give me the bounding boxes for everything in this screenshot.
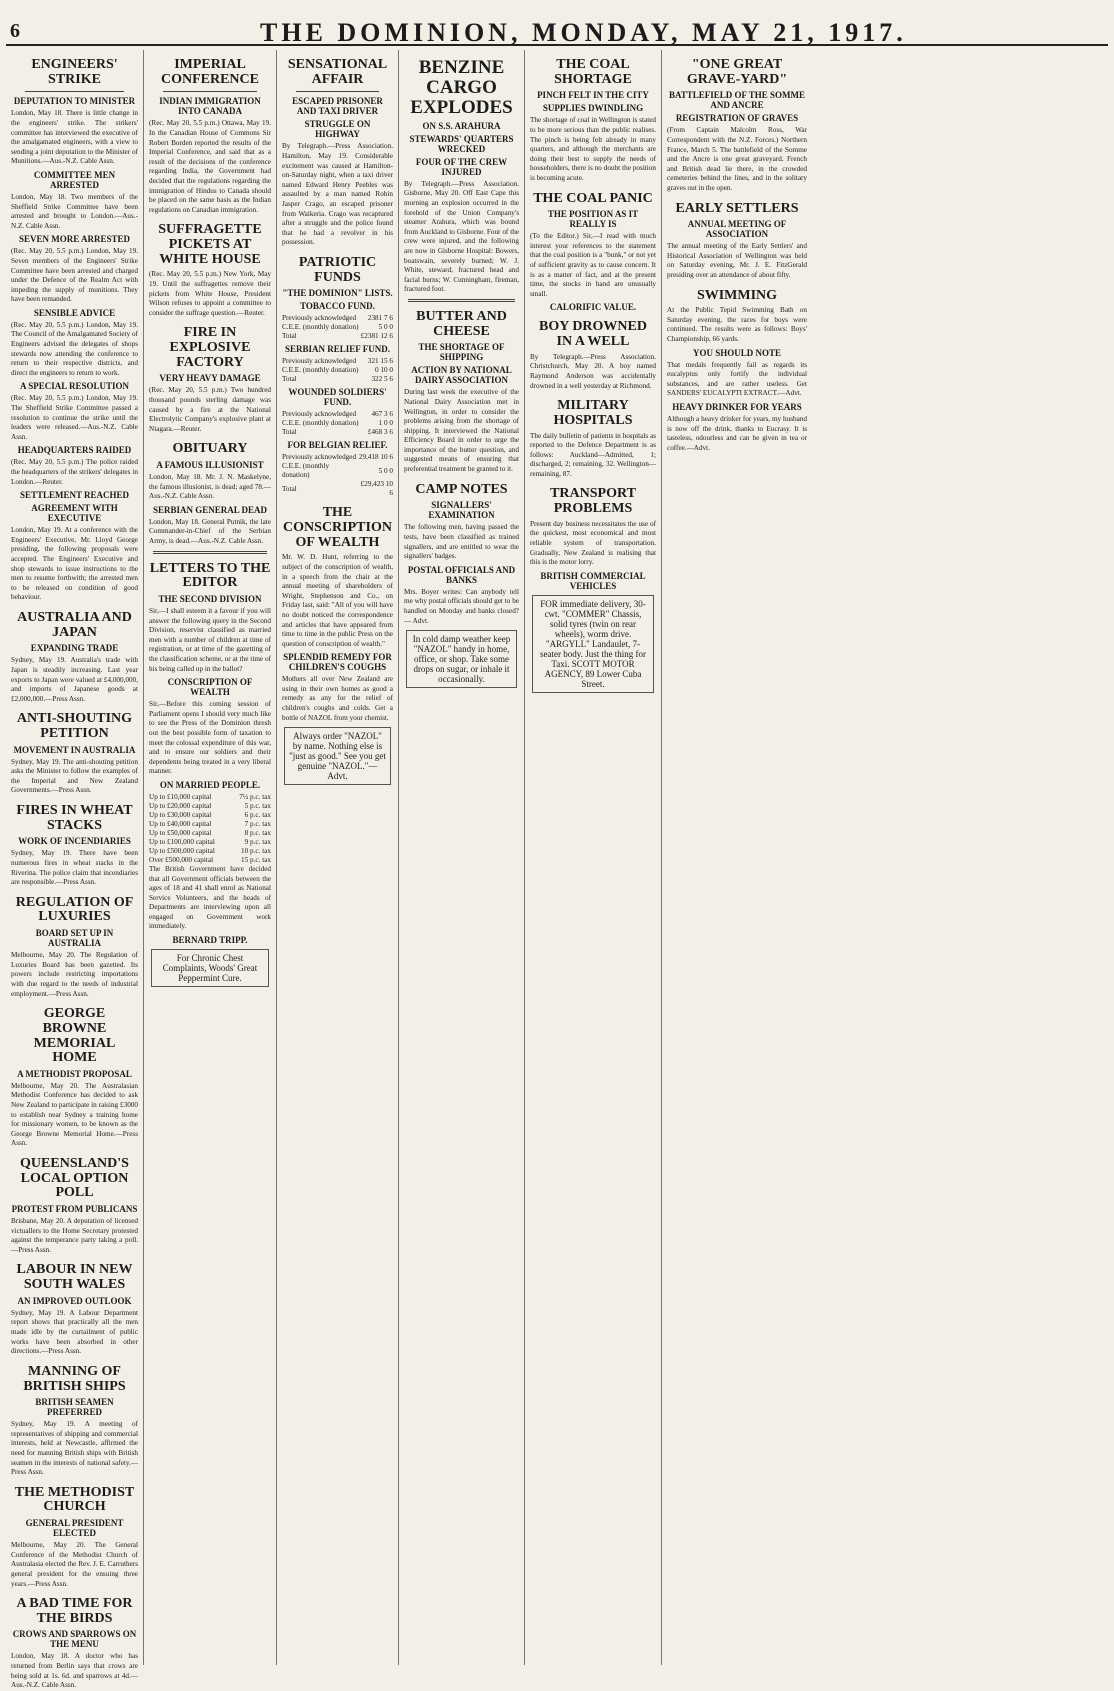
column-4 xyxy=(398,50,524,1665)
subheadline: BOARD SET UP IN AUSTRALIA xyxy=(35,928,114,949)
article-text: The following men, having passed the tests, have been classified as trained signallers, and are entitled to wear the signallers' badges. xyxy=(404,523,519,561)
article-text: Sydney, May 19. There have been numerous fires in wheat stacks in the Riverina. The police claim that incendiaries are responsible.—Press Assn. xyxy=(11,849,138,887)
double-rule xyxy=(408,299,515,302)
subheadline: VERY HEAVY DAMAGE xyxy=(159,373,261,384)
subheadline: MOVEMENT IN AUSTRALIA xyxy=(13,744,136,755)
headline-coal-shortage: THE COAL SHORTAGE xyxy=(554,57,632,87)
subheadline: SPLENDID REMEDY FOR CHILDREN'S COUGHS xyxy=(283,652,392,673)
table-row: Over £500,000 capital 15 p.c. tax xyxy=(149,855,271,864)
table-row: Total 322 5 6 xyxy=(282,375,393,384)
article-text: London, May 19. At a conference with the Engineers' Executive, Mr. Lloyd George presiding, the following proposals were accepted. The Engineers' Executive and shop stewards to issue instructions to the men to resume forthwith; the arrested men to be released on condition of good behaviour. xyxy=(11,526,138,602)
article-text: That medals frequently fail as regards its eucalyptus only fortify the individual substances, and are rather useless. Get SANDERS' EUCALYPTI EXTRACT.—Advt. xyxy=(667,360,807,398)
subheadline: YOU SHOULD NOTE xyxy=(692,347,781,358)
advertisement xyxy=(284,727,391,785)
headline-boy-drowned: BOY DROWNED IN A WELL xyxy=(539,319,647,350)
headline-camp-notes: CAMP NOTES xyxy=(415,481,508,497)
headline-military-hospitals: MILITARY HOSPITALS xyxy=(553,398,633,428)
advertisement xyxy=(532,595,654,693)
subheadline: AN IMPROVED OUTLOOK xyxy=(17,1295,132,1306)
headline-letters: LETTERS TO THE EDITOR xyxy=(149,560,271,591)
article-text: Melbourne, May 20. The Australasian Methodist Conference has decided to ask New Zealand to participate in raising £3000 to establish near Sydney a training home for missionary women, to be known as the George Browne Memorial Home.—Press Assn. xyxy=(11,1081,138,1148)
subheadline: INDIAN IMMIGRATION INTO CANADA xyxy=(159,96,261,117)
fund-table xyxy=(282,453,393,498)
headline: AUSTRALIA AND JAPAN xyxy=(17,609,132,640)
subheadline: SENSIBLE ADVICE xyxy=(33,307,116,318)
fund-title: TOBACCO FUND. xyxy=(300,301,375,312)
subheadline: HEAVY DRINKER FOR YEARS xyxy=(672,402,802,413)
subheadline: STRUGGLE ON HIGHWAY xyxy=(304,119,371,140)
rule xyxy=(163,91,257,92)
subheadline: PINCH FELT IN THE CITY xyxy=(537,90,649,101)
subheadline: DEPUTATION TO MINISTER xyxy=(13,96,136,107)
article-text: The daily bulletin of patients in hospitals as reported to the Defence Department is as follows: Auckland—Admitted, 1; discharged, 2; remaining, 32. Wellington—remaining, 87. xyxy=(530,431,656,478)
tax-table xyxy=(149,793,271,865)
table-row: Previously acknowledged 321 15 6 xyxy=(282,357,393,366)
subheadline: THE SHORTAGE OF SHIPPING xyxy=(418,342,505,363)
article-text: The British Government have decided that all Government officials between the ages of 18 and 41 shall enrol as National Service Volunteers, and the heads of Departments are interviewing upon all engaged on Government work immediately. xyxy=(149,864,271,931)
article-text: Brisbane, May 20. A deputation of licensed victuallers to the Home Secretary protested against the temperance party taking a poll.—Press Assn. xyxy=(11,1217,138,1254)
advertisement xyxy=(151,949,269,987)
headline-butter-and-cheese: BUTTER AND CHEESE xyxy=(416,308,507,339)
article-text: (Rec. May 20, 5.5 p.m.) Two hundred thousand pounds sterling damage was caused by a fire at the National Electrolytic Company's explosive plant at Niagara.—Reuter. xyxy=(149,386,271,433)
table-row: Previously acknowledged 29,418 10 6 xyxy=(282,453,393,462)
article-text: (Rec. May 20, 5.5 p.m.) New York, May 19. Until the suffragettes remove their pickets from White House, President Wilson refuses to appoint a committee to consider the suffrage question.—Reuter. xyxy=(149,270,271,317)
article-text: Sir,—Before this coming session of Parliament opens I should very much like to see the Press of the Dominion thresh out the best possible form of taxation to meet the colossal expenditure of this war, and to ensure our soldiers and their dependents being treated in a very liberal manner. xyxy=(149,700,271,776)
article-text: Melbourne, May 20. The General Conference of the Methodist Church of Australasia elected the Rev. J. E. Carruthers general president for the ensuing three years.—Press Assn. xyxy=(11,1541,138,1588)
headline-benzine-cargo: BENZINE CARGO EXPLODES xyxy=(410,57,513,118)
headline-one-great-graveyard: "ONE GREAT GRAVE-YARD" xyxy=(686,57,788,87)
table-row: C.E.E. (monthly donation) 1 0 0 xyxy=(282,419,393,428)
subheadline: ESCAPED PRISONER AND TAXI DRIVER xyxy=(292,96,383,117)
subheadline: STEWARDS' QUARTERS WRECKED xyxy=(409,133,514,154)
subheadline: GENERAL PRESIDENT ELECTED xyxy=(25,1518,124,1539)
table-row: Total £29,423 10 6 xyxy=(282,480,393,498)
signature: BERNARD TRIPP. xyxy=(172,935,248,946)
subheadline: ANNUAL MEETING OF ASSOCIATION xyxy=(687,219,787,240)
article-text: By Telegraph.—Press Association. Christchurch, May 20. A boy named Raymond Anderson was accidentally drowned in a well yesterday at Richmond. xyxy=(530,352,656,390)
article-text: Mrs. Boyer writes: Can anybody tell me why postal officials should get to be handled on Monday and banks closed? — Advt. xyxy=(404,587,519,625)
ad-text: Always order "NAZOL" by name. Nothing else is "just as good." See you get genuine "NAZOL."—Advt. xyxy=(289,731,386,782)
subheadline: "THE DOMINION" LISTS. xyxy=(282,288,393,299)
article-text: London, May 18. Mr. J. N. Maskelyne, the famous illusionist, is dead; aged 78.—Aus.-N.Z. Cable Assn. xyxy=(149,473,271,501)
table-row: C.E.E. (monthly donation) 5 0 0 xyxy=(282,323,393,332)
article-text: Mothers all over New Zealand are using in their own homes as good a remedy as any for the relief of children's coughs and colds. Get a bottle of NAZOL from your chemist. xyxy=(282,675,393,722)
table-row: Previously acknowledged 467 3 6 xyxy=(282,410,393,419)
headline-conscription-of-wealth: THE CONSCRIPTION OF WEALTH xyxy=(283,505,392,550)
table-row: C.E.E. (monthly donation) 5 0 0 xyxy=(282,462,393,480)
headline-engineers-strike: ENGINEERS' STRIKE xyxy=(31,57,118,87)
article-text: Although a heavy drinker for years, my husband is now off the drink, thanks to Eucrasy. It is tasteless, odourless and can be given in tea or coffee.—Advt. xyxy=(667,415,807,452)
headline: ANTI-SHOUTING PETITION xyxy=(16,711,133,741)
double-rule xyxy=(153,551,267,554)
subheadline: A FAMOUS ILLUSIONIST xyxy=(156,460,264,471)
article-text: (Rec. May 20, 5.5 p.m.) London, May 19. Seven members of the Engineers' Strike Committee have been arrested and charged under the Defence of the Realm Act with impeding the supply of munitions. They have been remanded. xyxy=(11,247,138,304)
subheadline: CROWS AND SPARROWS ON THE MENU xyxy=(12,1629,137,1650)
table-row: Up to £10,000 capital 7½ p.c. tax xyxy=(149,792,271,801)
table-row: Up to £500,000 capital 10 p.c. tax xyxy=(149,846,271,855)
headline: A BAD TIME FOR THE BIRDS xyxy=(16,1596,133,1626)
subheadline: SUPPLIES DWINDLING xyxy=(542,103,644,114)
headline: GEORGE BROWNE MEMORIAL HOME xyxy=(33,1006,116,1066)
article-text: Sydney, May 19. A meeting of representatives of shipping and commercial interests, held at Newcastle, affirmed the need for manning British ships with British seamen in the interests of national safety.—Press Assn. xyxy=(11,1420,138,1477)
article-text: London, May 18. There is little change in the engineers' strike. The strikers' committee has interviewed the executive of the amalgamated engineers, with a view to sending a joint deputation to the Minister of Munitions.—Aus.-N.Z. Cable Assn. xyxy=(11,109,138,166)
headline: SUFFRAGETTE PICKETS AT WHITE HOUSE xyxy=(158,222,262,267)
subheadline: REGISTRATION OF GRAVES xyxy=(675,113,799,124)
article-text: Melbourne, May 20. The Regulation of Luxuries Board has been gazetted. Its powers include restricting importations with due regard to the needs of industrial employment.—Press Assn. xyxy=(11,951,138,998)
article-text: London, May 18. A doctor who has returned from Berlin says that crows are being sold at 1s. 6d. and sparrows at 4d.—Aus.-N.Z. Cable Assn. xyxy=(11,1652,138,1690)
signature: CALORIFIC VALUE. xyxy=(549,302,637,313)
headline-swimming: SWIMMING xyxy=(696,287,778,303)
table-caption: ON MARRIED PEOPLE. xyxy=(159,779,261,790)
subheadline: THE POSITION AS IT REALLY IS xyxy=(547,209,639,230)
subheadline: BATTLEFIELD OF THE SOMME AND ANCRE xyxy=(668,90,806,111)
article-text: By Telegraph.—Press Association. Gisborne, May 20. Off East Cape this morning an explosion occurred in the forehold of the Union Company's steamer Arahura, which was bound from Auckland to Gisborne. Four of the crew were injured, and the following are now in Gisborne Hospital: Bowers, boatswain, severely burned; W. J. White, steward, fractured head and facial burns; W. Cunningham, fireman, fractured foot. xyxy=(404,179,519,294)
ad-text: For Chronic Chest Complaints, Woods' Great Peppermint Cure. xyxy=(162,953,258,984)
rule xyxy=(296,91,379,92)
article-text: Mr. W. D. Hunt, referring to the subject of the conscription of wealth, in a speech from the chair at the annual meeting of shareholders of Wright, Stephenson and Co., on Friday last, said: "All of you will have no doubt noticed the correspondence and articles that have appeared from time to time in the public Press on the question of conscription of wealth." xyxy=(282,553,393,648)
subheadline: ON S.S. ARAHURA xyxy=(422,120,501,131)
fund-title: FOR BELGIAN RELIEF. xyxy=(287,440,388,451)
article-text: The shortage of coal in Wellington is stated to be more serious than the public realises. The pinch is being felt already in many quarters, and although the merchants are doing their best to supply the needs of householders, there is no doubt the position is becoming acute. xyxy=(530,116,656,182)
advertisement xyxy=(406,630,517,688)
headline: FIRE IN EXPLOSIVE FACTORY xyxy=(169,325,251,370)
subheadline: POSTAL OFFICIALS AND BANKS xyxy=(407,564,516,585)
headline: FIRES IN WHEAT STACKS xyxy=(16,803,133,833)
table-row: Up to £40,000 capital 7 p.c. tax xyxy=(149,819,271,828)
table-row: Up to £100,000 capital 9 p.c. tax xyxy=(149,837,271,846)
table-row: Previously acknowledged 2381 7 6 xyxy=(282,314,393,323)
fund-title: WOUNDED SOLDIERS' FUND. xyxy=(288,387,387,408)
article-text: Present day business necessitates the use of the quickest, most economical and most reliable system of transportation. Gradually, New Zealand is realising that this is the motor lorry. xyxy=(530,519,656,567)
article-text: Sydney, May 19. Australia's trade with Japan is steadily increasing. Last year exports to Japan were valued at £4,000,000, and imports of Japanese goods at £2,000,000.—Press Assn. xyxy=(11,656,138,703)
table-row: Up to £50,000 capital 8 p.c. tax xyxy=(149,828,271,837)
fund-table xyxy=(282,314,393,341)
fund-table xyxy=(282,357,393,384)
table-row: Total £2381 12 6 xyxy=(282,332,393,341)
subheadline: SEVEN MORE ARRESTED xyxy=(18,234,131,245)
fund-title: SERBIAN RELIEF FUND. xyxy=(285,344,390,355)
column-5 xyxy=(524,50,661,1665)
article-text: (Rec. May 20, 5.5 p.m.) London, May 19. The Council of the Amalgamated Society of Engineers advised the delegates of shops stewards now attending the conference to return to their respective districts, and direct the engineers to return to work. xyxy=(11,320,138,377)
page-number: 6 xyxy=(10,20,20,42)
subheadline: WORK OF INCENDIARIES xyxy=(18,836,131,847)
article-text: (From Captain Malcolm Ross, War Correspondent with the N.Z. Forces.) Northern France, March 5. The battlefield of the Somme and the Ancre is one great graveyard. French and British dead lie there, in the crowded cemeteries behind the lines, and in the solitary graves out in the open. xyxy=(667,126,807,192)
table-row: C.E.E. (monthly donation) 0 10 0 xyxy=(282,366,393,375)
headline: OBITUARY xyxy=(172,441,248,457)
article-text: The annual meeting of the Early Settlers' and Historical Association of Wellington was held on Saturday evening, Mr. J. E. FitzGerald presiding over an attendance of about fifty. xyxy=(667,242,807,279)
headline: REGULATION OF LUXURIES xyxy=(15,894,134,925)
table-row: Up to £30,000 capital 6 p.c. tax xyxy=(149,810,271,819)
subheadline: A SPECIAL RESOLUTION xyxy=(19,381,130,392)
subheadline: CONSCRIPTION OF WEALTH xyxy=(167,677,253,698)
headline: QUEENSLAND'S LOCAL OPTION POLL xyxy=(20,1156,129,1201)
article-text: (Rec. May 20, 5.5 p.m.) London, May 19. The Sheffield Strike Committee passed a resolution to continue the strike until the leaders were released.—Aus.-N.Z. Cable Assn. xyxy=(11,394,138,441)
column-3 xyxy=(276,50,398,1665)
headline-patriotic-funds: PATRIOTIC FUNDS xyxy=(298,254,377,285)
rule xyxy=(25,91,124,92)
article-text: At the Public Tepid Swimming Bath on Saturday evening, the races for boys were continued. The results were as follows: Boys' Championship, 66 yards. xyxy=(667,306,807,344)
article-text: By Telegraph.—Press Association. Hamilton, May 19. Considerable excitement was caused at Hamilton-on-Saturday night, when a taxi driver named Edward Henry Peebles was assaulted by a man named Robin Jasper Crago, an escaped prisoner from Waikeria. Crago was recaptured after a struggle and the police found that he had a revolver in his possession. xyxy=(282,142,393,247)
ad-text: In cold damp weather keep "NAZOL" handy in home, office, or shop. Take some drops on sugar, or inhale it occasionally. xyxy=(412,634,511,685)
headline-transport-problems: TRANSPORT PROBLEMS xyxy=(550,486,636,517)
article-text: Sydney, May 19. The anti-shouting petition asks the Minister to follow the examples of the Imperial and New Zealand Governments.—Press Assn. xyxy=(11,757,138,795)
table-row: Up to £20,000 capital 5 p.c. tax xyxy=(149,801,271,810)
headline: THE METHODIST CHURCH xyxy=(14,1484,135,1515)
headline-early-settlers: EARLY SETTLERS xyxy=(675,200,799,216)
fund-table xyxy=(282,410,393,437)
headline-sensational-affair: SENSATIONAL AFFAIR xyxy=(287,57,388,87)
subheadline: FOUR OF THE CREW INJURED xyxy=(415,156,508,177)
column-6 xyxy=(661,50,1108,1665)
article-text: London, May 18. General Putnik, the late Commander-in-Chief of the Serbian Army, is dead.—Aus.-N.Z. Cable Assn. xyxy=(149,517,271,546)
table-row: Total £468 3 6 xyxy=(282,428,393,437)
subheadline: COMMITTEE MEN ARRESTED xyxy=(33,169,116,190)
article-text: (To the Editor.) Sir,—I read with much interest your references to the statement that the coal position is a "bunk," or not yet of sufficient gravity as to cause concern. It is as a matter of fact, and at the present time, the stocks in hand are unusually small. xyxy=(530,232,656,298)
headline-coal-panic: THE COAL PANIC xyxy=(533,190,653,206)
masthead xyxy=(0,0,1114,47)
subheadline: PROTEST FROM PUBLICANS xyxy=(11,1204,138,1215)
headline: LABOUR IN NEW SOUTH WALES xyxy=(16,1262,133,1293)
subheadline: BRITISH SEAMEN PREFERRED xyxy=(35,1397,114,1418)
subheadline: A METHODIST PROPOSAL xyxy=(17,1068,132,1079)
article-text: (Rec. May 20, 5.5 p.m.) The police raided the headquarters of the strikers' delegates in London.—Reuter. xyxy=(11,458,138,486)
newspaper-masthead-title: THE DOMINION, MONDAY, MAY 21, 1917. xyxy=(260,18,907,47)
ad-text: FOR immediate delivery, 30-cwt. "COMMER" Chassis, solid tyres (twin on rear wheels), worm drive. "ARGYLL" Landaulet, 7-seater body. Just the thing for Taxi. SCOTT MOTOR AGENCY, 89 Lower Cuba Street. xyxy=(540,598,646,689)
subheadline: AGREEMENT WITH EXECUTIVE xyxy=(31,503,118,524)
masthead-rule xyxy=(6,44,1108,46)
subheadline: EXPANDING TRADE xyxy=(30,643,119,654)
article-text: Sir,—I shall esteem it a favour if you will answer the following query in the Second Division, reservist classified as married men with a number of children at time of registration, or at time of the gazetting of the classification scheme, or at the time of his being called up in the ballot? xyxy=(149,607,271,673)
subheadline: THE SECOND DIVISION xyxy=(158,594,262,604)
article-text: Sydney, May 19. A Labour Department report shows that practically all the men made idle by the curtailment of public works have been absorbed in other directions.—Press Assn. xyxy=(11,1308,138,1356)
headline-imperial-conference: IMPERIAL CONFERENCE xyxy=(160,57,259,87)
headline: MANNING OF BRITISH SHIPS xyxy=(23,1363,126,1394)
subheadline: BRITISH COMMERCIAL VEHICLES xyxy=(540,570,646,591)
subheadline: SETTLEMENT REACHED xyxy=(19,490,130,501)
subheadline: HEADQUARTERS RAIDED xyxy=(17,445,132,456)
subheadline: ACTION BY NATIONAL DAIRY ASSOCIATION xyxy=(411,365,512,386)
article-text: (Rec. May 20, 5.5 p.m.) Ottawa, May 19. In the Canadian House of Commons Sir Robert Borden reported the results of the Imperial Conference, and said that as a result of the decisions of the conference regarding India, the Government had decided that the regulations regarding the immigration of Hindus to Canada should be placed on the same basis as the Indian regulations on Canadian immigration. xyxy=(149,119,271,214)
subheadline: SERBIAN GENERAL DEAD xyxy=(152,504,268,515)
article-text: During last week the executive of the National Dairy Association met in Wellington, in order to consider the problems arising from the shortage of shipping. It interviewed the National Efficiency Board in order to urge the importance of the butter question, and suggested means of ensuring that preferential treatment be granted to it. xyxy=(404,388,519,474)
article-text: London, May 18. Two members of the Sheffield Strike Committee have been arrested and brought to London.—Aus.-N.Z. Cable Assn. xyxy=(11,192,138,230)
subheadline: SIGNALLERS' EXAMINATION xyxy=(428,500,495,521)
column-1 xyxy=(6,50,143,1690)
column-2 xyxy=(143,50,276,1665)
